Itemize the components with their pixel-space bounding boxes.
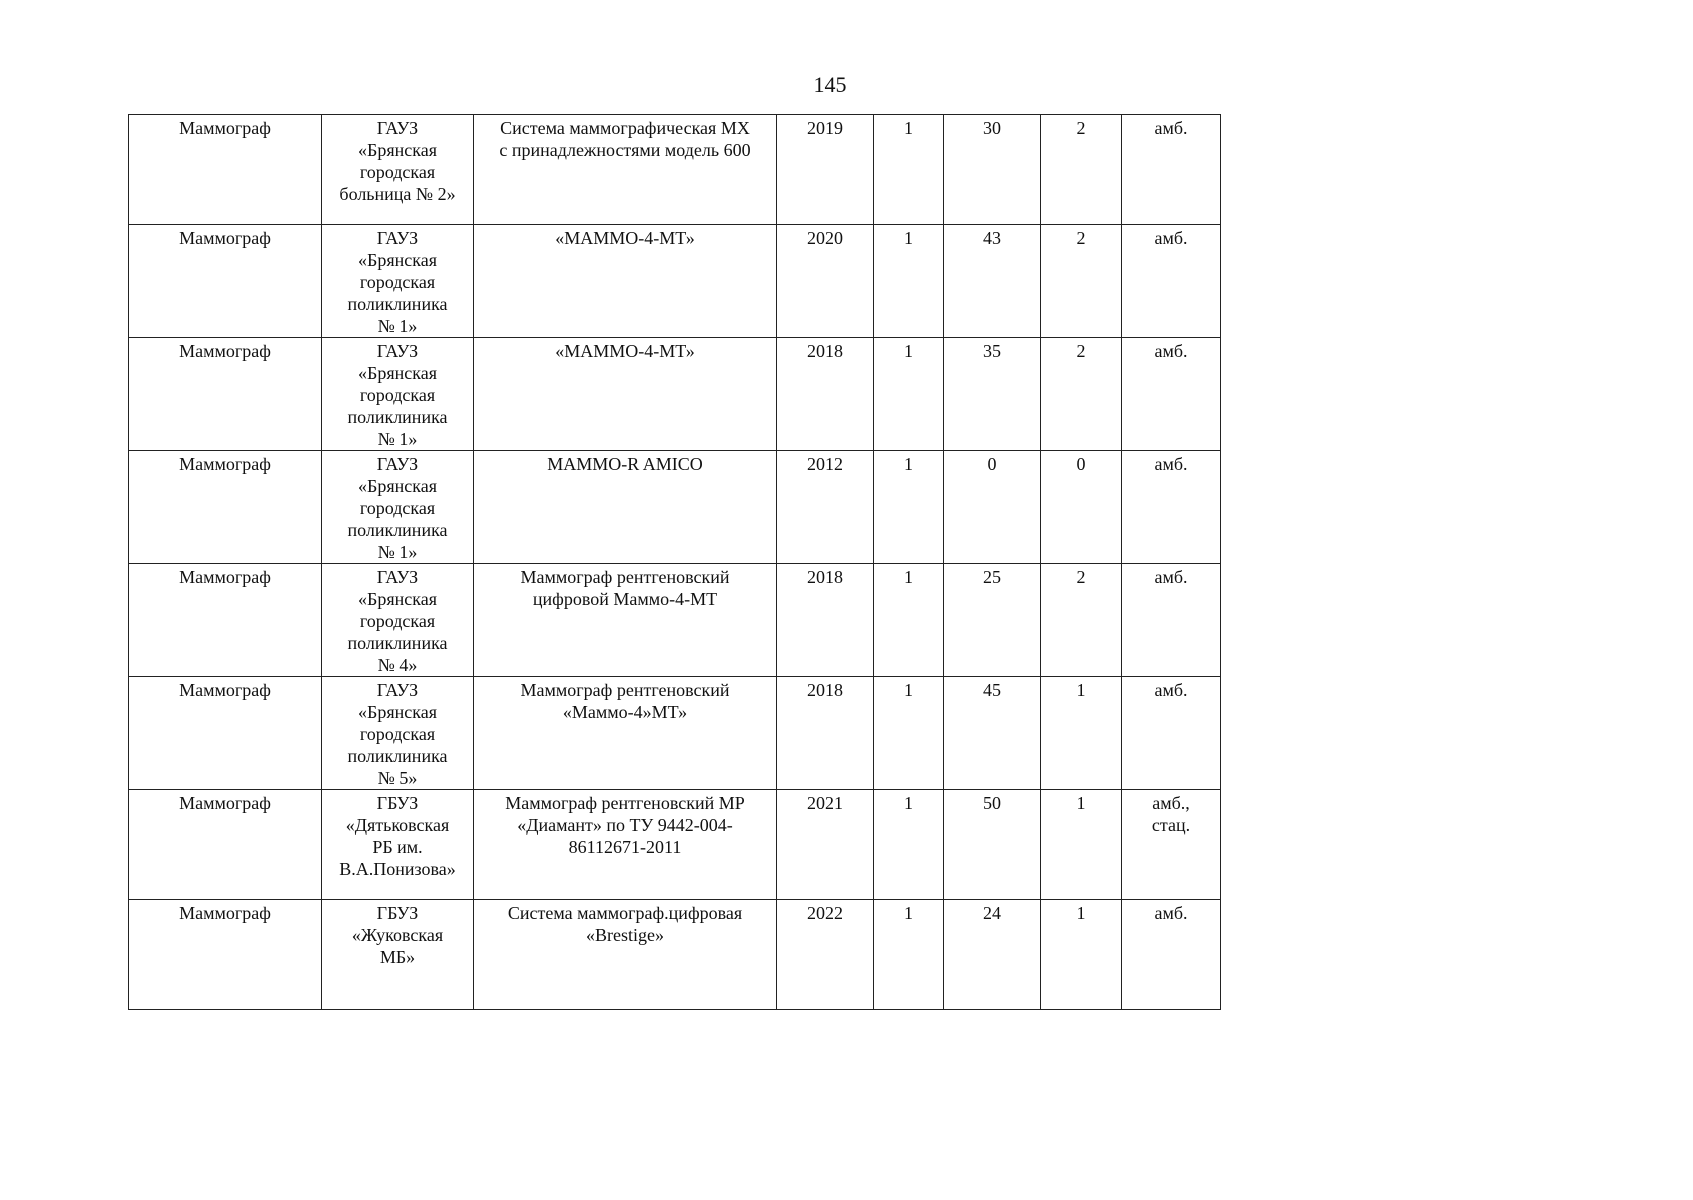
mode-cell: амб. xyxy=(1122,564,1221,677)
table-row xyxy=(129,677,1221,790)
load-cell: 35 xyxy=(944,338,1041,451)
load-cell: 25 xyxy=(944,564,1041,677)
model-cell: «МАММО-4-МТ» xyxy=(474,338,777,451)
year-cell: 2019 xyxy=(777,115,874,225)
year-cell: 2018 xyxy=(777,677,874,790)
model-cell: Маммограф рентгеновский МР «Диамант» по ТУ 9442-004- 86112671-2011 xyxy=(474,790,777,900)
device-cell: Маммограф xyxy=(129,677,322,790)
device-cell: Маммограф xyxy=(129,900,322,1010)
table-row xyxy=(129,564,1221,677)
year-cell: 2012 xyxy=(777,451,874,564)
quantity-cell: 1 xyxy=(874,338,944,451)
table-row xyxy=(129,451,1221,564)
mode-cell: амб. xyxy=(1122,115,1221,225)
mode-cell: амб. xyxy=(1122,451,1221,564)
table-row xyxy=(129,900,1221,1010)
quantity-cell: 1 xyxy=(874,451,944,564)
year-cell: 2018 xyxy=(777,338,874,451)
model-cell: «МАММО-4-МТ» xyxy=(474,225,777,338)
shifts-cell: 2 xyxy=(1041,115,1122,225)
quantity-cell: 1 xyxy=(874,790,944,900)
table-row xyxy=(129,790,1221,900)
mode-cell: амб. xyxy=(1122,677,1221,790)
mode-cell: амб., стац. xyxy=(1122,790,1221,900)
table-row xyxy=(129,338,1221,451)
quantity-cell: 1 xyxy=(874,225,944,338)
table-row xyxy=(129,115,1221,225)
load-cell: 43 xyxy=(944,225,1041,338)
shifts-cell: 1 xyxy=(1041,790,1122,900)
mode-cell: амб. xyxy=(1122,338,1221,451)
load-cell: 30 xyxy=(944,115,1041,225)
device-cell: Маммограф xyxy=(129,115,322,225)
device-cell: Маммограф xyxy=(129,338,322,451)
mode-cell: амб. xyxy=(1122,900,1221,1010)
quantity-cell: 1 xyxy=(874,900,944,1010)
model-cell: Маммограф рентгеновский цифровой Маммо-4-МТ xyxy=(474,564,777,677)
year-cell: 2020 xyxy=(777,225,874,338)
device-cell: Маммограф xyxy=(129,790,322,900)
device-cell: Маммограф xyxy=(129,564,322,677)
device-cell: Маммограф xyxy=(129,225,322,338)
organization-cell: ГБУЗ «Дятьковская РБ им. В.А.Понизова» xyxy=(322,790,474,900)
shifts-cell: 1 xyxy=(1041,677,1122,790)
load-cell: 45 xyxy=(944,677,1041,790)
model-cell: Система маммограф.цифровая «Brestige» xyxy=(474,900,777,1010)
model-cell: Маммограф рентгеновский «Маммо-4»МТ» xyxy=(474,677,777,790)
organization-cell: ГАУЗ «Брянская городская поликлиника № 1» xyxy=(322,338,474,451)
organization-cell: ГАУЗ «Брянская городская поликлиника № 1» xyxy=(322,451,474,564)
quantity-cell: 1 xyxy=(874,564,944,677)
year-cell: 2018 xyxy=(777,564,874,677)
organization-cell: ГБУЗ «Жуковская МБ» xyxy=(322,900,474,1010)
shifts-cell: 1 xyxy=(1041,900,1122,1010)
shifts-cell: 2 xyxy=(1041,225,1122,338)
organization-cell: ГАУЗ «Брянская городская поликлиника № 5» xyxy=(322,677,474,790)
model-cell: MAMMO-R AMICO xyxy=(474,451,777,564)
table-row xyxy=(129,225,1221,338)
year-cell: 2022 xyxy=(777,900,874,1010)
quantity-cell: 1 xyxy=(874,115,944,225)
equipment-table xyxy=(128,114,1221,1010)
organization-cell: ГАУЗ «Брянская городская поликлиника № 4» xyxy=(322,564,474,677)
shifts-cell: 0 xyxy=(1041,451,1122,564)
organization-cell: ГАУЗ «Брянская городская больница № 2» xyxy=(322,115,474,225)
shifts-cell: 2 xyxy=(1041,338,1122,451)
quantity-cell: 1 xyxy=(874,677,944,790)
organization-cell: ГАУЗ «Брянская городская поликлиника № 1» xyxy=(322,225,474,338)
page-number: 145 xyxy=(813,72,847,97)
shifts-cell: 2 xyxy=(1041,564,1122,677)
mode-cell: амб. xyxy=(1122,225,1221,338)
device-cell: Маммограф xyxy=(129,451,322,564)
model-cell: Система маммографическая MX с принадлежностями модель 600 xyxy=(474,115,777,225)
year-cell: 2021 xyxy=(777,790,874,900)
load-cell: 24 xyxy=(944,900,1041,1010)
load-cell: 50 xyxy=(944,790,1041,900)
load-cell: 0 xyxy=(944,451,1041,564)
